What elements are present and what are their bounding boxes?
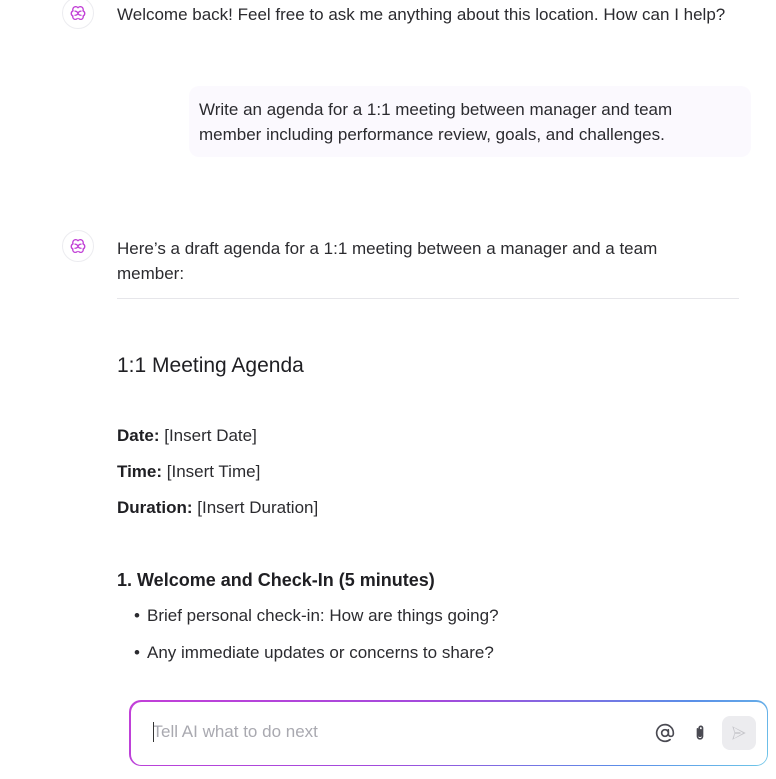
prompt-input[interactable] [153, 722, 623, 742]
field-value: [Insert Date] [159, 426, 257, 445]
bullet-dot: • [134, 606, 140, 625]
field-value: [Insert Time] [162, 462, 261, 481]
composer [129, 700, 768, 766]
agenda-title: 1:1 Meeting Agenda [117, 354, 304, 377]
ai-avatar [62, 0, 94, 29]
user-message-bubble [189, 86, 751, 157]
ai-response-intro-line: Here’s a draft agenda for a 1:1 meeting between a manager and a team [117, 239, 658, 258]
agenda-field-duration [117, 496, 318, 520]
ai-response-intro-line: member: [117, 264, 185, 283]
mention-button[interactable] [653, 721, 677, 745]
bullet-dot: • [134, 643, 140, 662]
response-divider [117, 298, 739, 299]
user-message-line: member including performance review, goals, and challenges. [199, 125, 665, 144]
ai-brain-logo-icon [69, 237, 87, 255]
ai-avatar [62, 230, 94, 262]
agenda-section-title: 1. Welcome and Check-In (5 minutes) [117, 570, 435, 590]
agenda-bullet [134, 641, 494, 665]
text-caret [153, 722, 154, 742]
bullet-text: Any immediate updates or concerns to share? [147, 643, 494, 662]
agenda-field-time [117, 460, 260, 484]
agenda-field-date [117, 424, 257, 448]
field-label: Time: [117, 462, 163, 481]
composer-inner [131, 702, 767, 765]
user-message-line: Write an agenda for a 1:1 meeting between manager and team [199, 100, 673, 119]
field-value: [Insert Duration] [192, 498, 319, 517]
paperclip-icon [690, 723, 710, 743]
agenda-bullet [134, 604, 499, 628]
field-label: Date: [117, 426, 160, 445]
send-button[interactable] [722, 716, 756, 750]
at-sign-icon [655, 723, 675, 743]
bullet-text: Brief personal check-in: How are things going? [147, 606, 499, 625]
ai-response-intro [117, 236, 657, 286]
field-label: Duration: [117, 498, 193, 517]
welcome-message: Welcome back! Feel free to ask me anything about this location. How can I help? [117, 5, 726, 24]
ai-brain-logo-icon [69, 4, 87, 22]
attach-button[interactable] [688, 721, 712, 745]
send-arrow-icon [730, 724, 748, 742]
